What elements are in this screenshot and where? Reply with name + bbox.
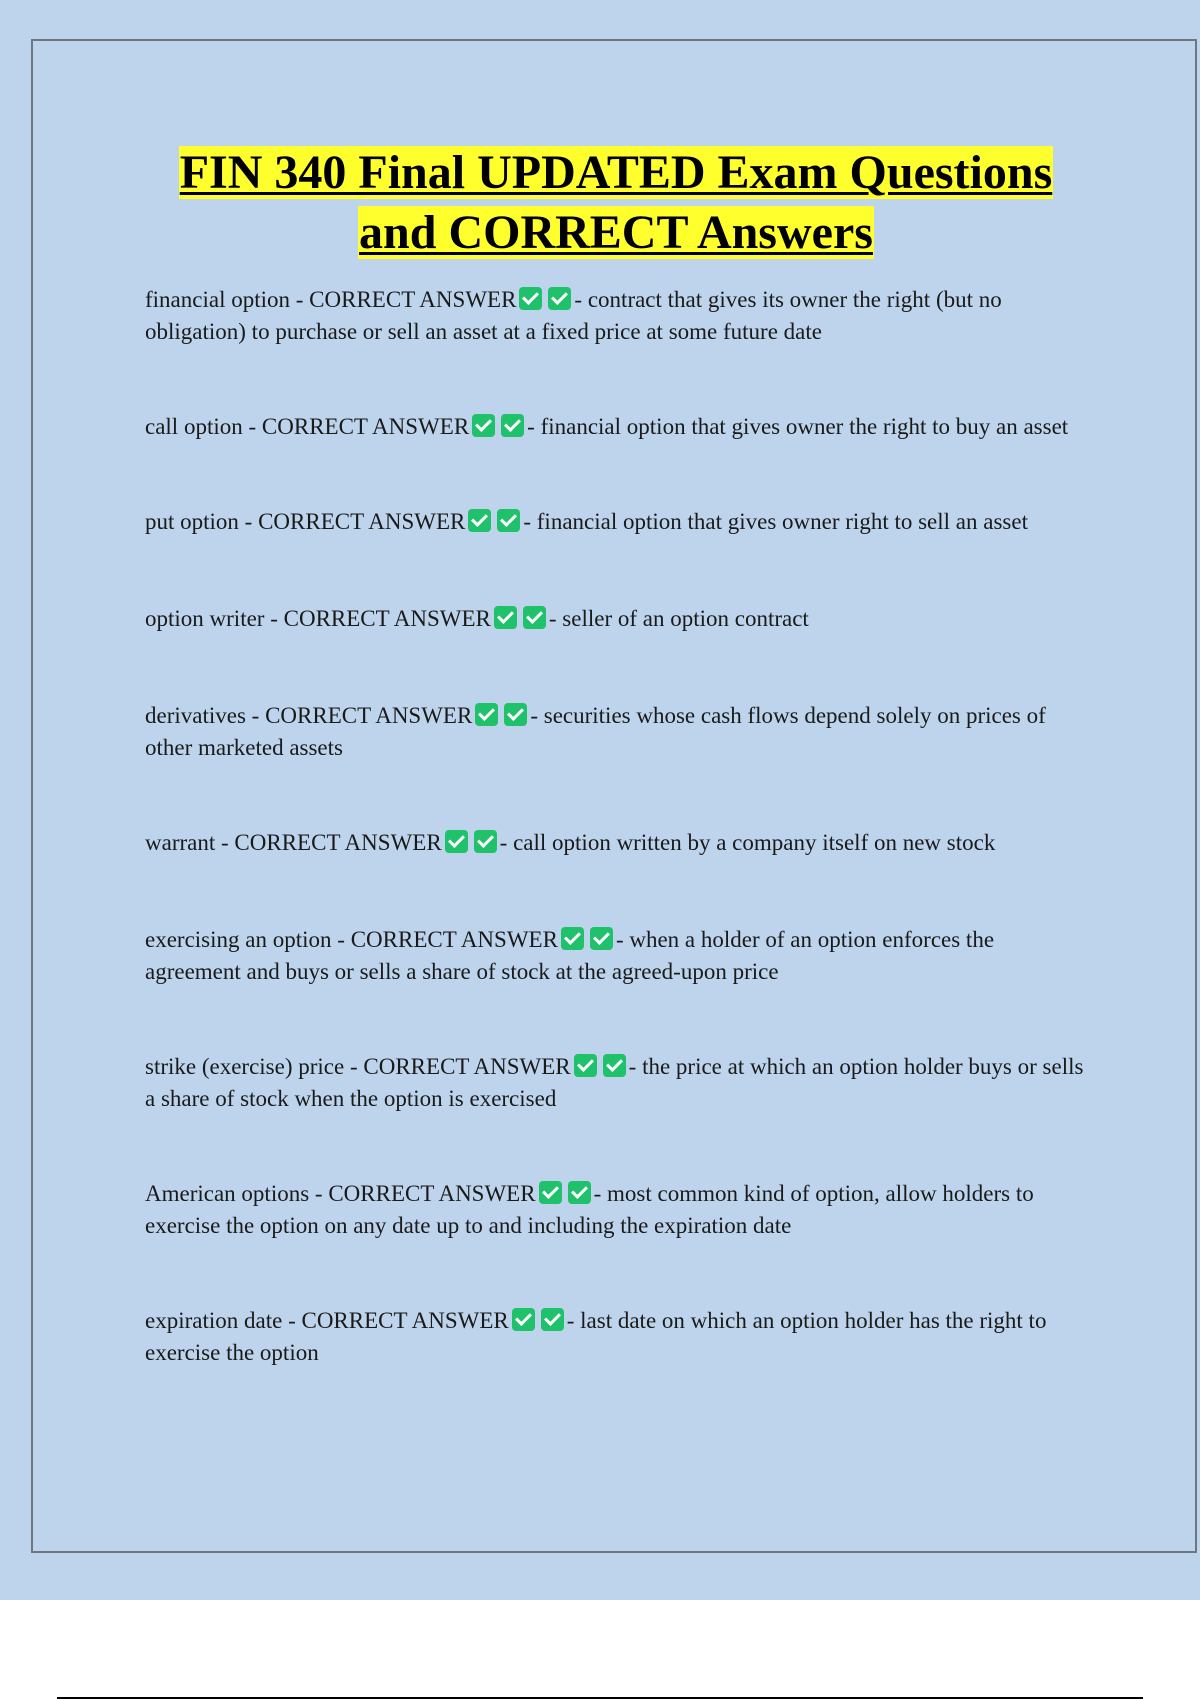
green-checkmark-icon (468, 509, 491, 532)
entry-term: exercising an option (145, 927, 332, 952)
entry-definition: financial option that gives owner right to sell an asset (536, 509, 1028, 534)
entry-marker: CORRECT ANSWER (301, 1308, 509, 1333)
green-checkmark-icon (541, 1308, 564, 1331)
entry-definition: last date on which an option holder has the right to exercise the option (145, 1308, 1047, 1365)
qa-list (145, 284, 1090, 1369)
green-checkmark-icon (472, 414, 495, 437)
title-line-2: and CORRECT Answers (359, 206, 873, 259)
entry-marker: CORRECT ANSWER (261, 414, 470, 439)
entry-marker: CORRECT ANSWER (350, 927, 558, 952)
qa-entry: strike (exercise) price - CORRECT ANSWER - the price at which an option holder buys or sells a share of stock when the option is exercised (145, 1054, 1084, 1111)
qa-entry: expiration date - CORRECT ANSWER - last date on which an option holder has the right to exercise the option (145, 1308, 1047, 1365)
qa-entry: warrant - CORRECT ANSWER - call option written by a company itself on new stock (145, 830, 996, 855)
document-title (0, 143, 1200, 263)
entry-marker: CORRECT ANSWER (258, 509, 466, 534)
green-checkmark-icon (501, 414, 524, 437)
entry-definition: financial option that gives owner the right to buy an asset (540, 414, 1069, 439)
title-line-1: FIN 340 Final UPDATED Exam Questions (179, 146, 1053, 199)
qa-entry: derivatives - CORRECT ANSWER - securities whose cash flows depend solely on prices of other marketed assets (145, 703, 1046, 760)
entry-marker: CORRECT ANSWER (283, 606, 491, 631)
entry-term: option writer (145, 606, 265, 631)
green-checkmark-icon (561, 927, 584, 950)
green-checkmark-icon (494, 606, 517, 629)
entry-marker: CORRECT ANSWER (363, 1054, 571, 1079)
entry-term: derivatives (145, 703, 246, 728)
green-checkmark-icon (548, 287, 571, 310)
green-checkmark-icon (590, 927, 613, 950)
entry-marker: CORRECT ANSWER (309, 287, 517, 312)
green-checkmark-icon (523, 606, 546, 629)
qa-entry: American options - CORRECT ANSWER - most common kind of option, allow holders to exercise the option on any date up to and including the expiration date (145, 1181, 1034, 1238)
green-checkmark-icon (497, 509, 520, 532)
entry-term: warrant (145, 830, 216, 855)
green-checkmark-icon (474, 830, 497, 853)
entry-term: expiration date (145, 1308, 283, 1333)
green-checkmark-icon (504, 703, 527, 726)
green-checkmark-icon (574, 1054, 597, 1077)
entry-term: financial option (145, 287, 290, 312)
green-checkmark-icon (568, 1181, 591, 1204)
green-checkmark-icon (512, 1308, 535, 1331)
entry-definition: securities whose cash flows depend solely on prices of other marketed assets (145, 703, 1046, 760)
entry-definition: seller of an option contract (562, 606, 809, 631)
qa-entry: option writer - CORRECT ANSWER - seller of an option contract (145, 606, 809, 631)
green-checkmark-icon (445, 830, 468, 853)
entry-term: strike (exercise) price (145, 1054, 345, 1079)
entry-term: American options (145, 1181, 310, 1206)
footer-divider (57, 1697, 1143, 1699)
entry-marker: CORRECT ANSWER (265, 703, 473, 728)
qa-entry: financial option - CORRECT ANSWER - contract that gives its owner the right (but no obligation) to purchase or sell an asset at a fixed price at some future date (145, 287, 1002, 344)
entry-marker: CORRECT ANSWER (234, 830, 442, 855)
entry-definition: when a holder of an option enforces the agreement and buys or sells a share of stock at the agreed-upon price (145, 927, 995, 984)
entry-term: put option (145, 509, 239, 534)
green-checkmark-icon (603, 1054, 626, 1077)
entry-definition: call option written by a company itself on new stock (513, 830, 996, 855)
entry-definition: contract that gives its owner the right (but no obligation) to purchase or sell an asset at a fixed price at some future date (145, 287, 1002, 344)
qa-entry: call option - CORRECT ANSWER - financial option that gives owner the right to buy an asset (145, 414, 1069, 439)
entry-definition: most common kind of option, allow holders to exercise the option on any date up to and including the expiration date (145, 1181, 1034, 1238)
entry-definition: the price at which an option holder buys or sells a share of stock when the option is exercised (145, 1054, 1084, 1111)
qa-entry: exercising an option - CORRECT ANSWER - when a holder of an option enforces the agreement and buys or sells a share of stock at the agreed-upon price (145, 927, 995, 984)
entry-marker: CORRECT ANSWER (328, 1181, 536, 1206)
green-checkmark-icon (539, 1181, 562, 1204)
green-checkmark-icon (475, 703, 498, 726)
entry-term: call option (145, 414, 243, 439)
green-checkmark-icon (519, 287, 542, 310)
qa-entry: put option - CORRECT ANSWER - financial option that gives owner right to sell an asset (145, 509, 1028, 534)
